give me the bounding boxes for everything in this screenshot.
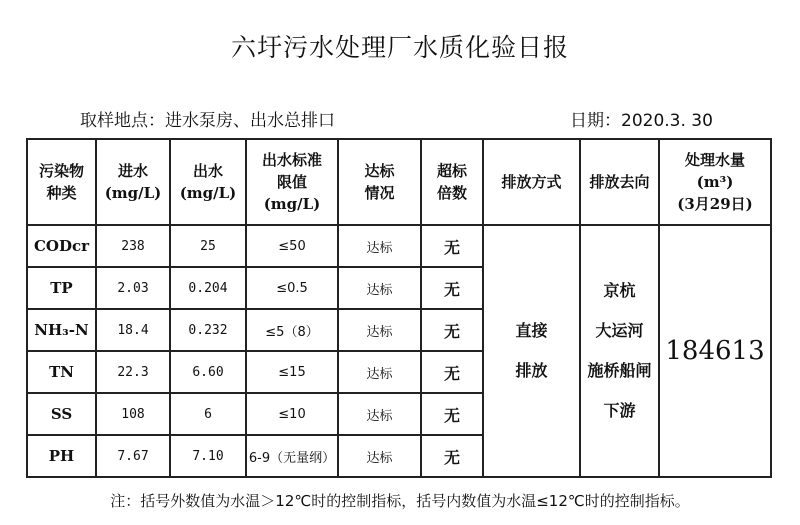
- cell-exceed: 无: [421, 351, 483, 393]
- cell-inflow: 22.3: [96, 351, 170, 393]
- cell-outflow: 7.10: [170, 435, 246, 477]
- header-destination: 排放去向: [580, 139, 659, 225]
- water-quality-table: [26, 138, 772, 478]
- cell-limit: ≤50: [246, 225, 338, 267]
- cell-outflow: 6.60: [170, 351, 246, 393]
- cell-status: 达标: [338, 309, 421, 351]
- cell-pollutant: TN: [27, 351, 96, 393]
- cell-limit: ≤5（8）: [246, 309, 338, 351]
- cell-exceed: 无: [421, 393, 483, 435]
- discharge-method: 直接 排放: [483, 225, 580, 477]
- header-method: 排放方式: [483, 139, 580, 225]
- header-exceed: 超标 倍数: [421, 139, 483, 225]
- cell-pollutant: PH: [27, 435, 96, 477]
- cell-exceed: 无: [421, 225, 483, 267]
- cell-pollutant: CODcr: [27, 225, 96, 267]
- report-title: 六圩污水处理厂水质化验日报: [230, 33, 569, 62]
- cell-status: 达标: [338, 225, 421, 267]
- cell-exceed: 无: [421, 309, 483, 351]
- cell-inflow: 2.03: [96, 267, 170, 309]
- header-inflow: 进水 (mg/L): [96, 139, 170, 225]
- cell-status: 达标: [338, 351, 421, 393]
- cell-inflow: 238: [96, 225, 170, 267]
- header-volume: 处理水量 (m³) (3月29日): [659, 139, 771, 225]
- cell-limit: ≤15: [246, 351, 338, 393]
- header-compliance: 达标 情况: [338, 139, 421, 225]
- cell-inflow: 108: [96, 393, 170, 435]
- cell-status: 达标: [338, 435, 421, 477]
- cell-outflow: 0.204: [170, 267, 246, 309]
- footnote: 注：括号外数值为水温＞12℃时的控制指标，括号内数值为水温≤12℃时的控制指标。: [110, 492, 690, 510]
- header-outflow: 出水 (mg/L): [170, 139, 246, 225]
- cell-pollutant: TP: [27, 267, 96, 309]
- table-row: [27, 225, 771, 267]
- cell-pollutant: NH₃-N: [27, 309, 96, 351]
- cell-outflow: 0.232: [170, 309, 246, 351]
- cell-exceed: 无: [421, 267, 483, 309]
- cell-limit: ≤10: [246, 393, 338, 435]
- cell-limit: 6-9（无量纲）: [246, 435, 338, 477]
- cell-status: 达标: [338, 393, 421, 435]
- header-limit: 出水标准 限值 (mg/L): [246, 139, 338, 225]
- cell-limit: ≤0.5: [246, 267, 338, 309]
- cell-exceed: 无: [421, 435, 483, 477]
- discharge-destination: 京杭 大运河 施桥船闸 下游: [580, 225, 659, 477]
- cell-inflow: 7.67: [96, 435, 170, 477]
- sampling-location: 取样地点：进水泵房、出水总排口: [80, 111, 335, 131]
- cell-inflow: 18.4: [96, 309, 170, 351]
- cell-status: 达标: [338, 267, 421, 309]
- cell-outflow: 6: [170, 393, 246, 435]
- treated-volume: 184613: [659, 225, 771, 477]
- cell-pollutant: SS: [27, 393, 96, 435]
- report-date: 日期：2020.3. 30: [570, 111, 713, 131]
- header-row: [27, 139, 771, 225]
- cell-outflow: 25: [170, 225, 246, 267]
- header-pollutant: 污染物 种类: [27, 139, 96, 225]
